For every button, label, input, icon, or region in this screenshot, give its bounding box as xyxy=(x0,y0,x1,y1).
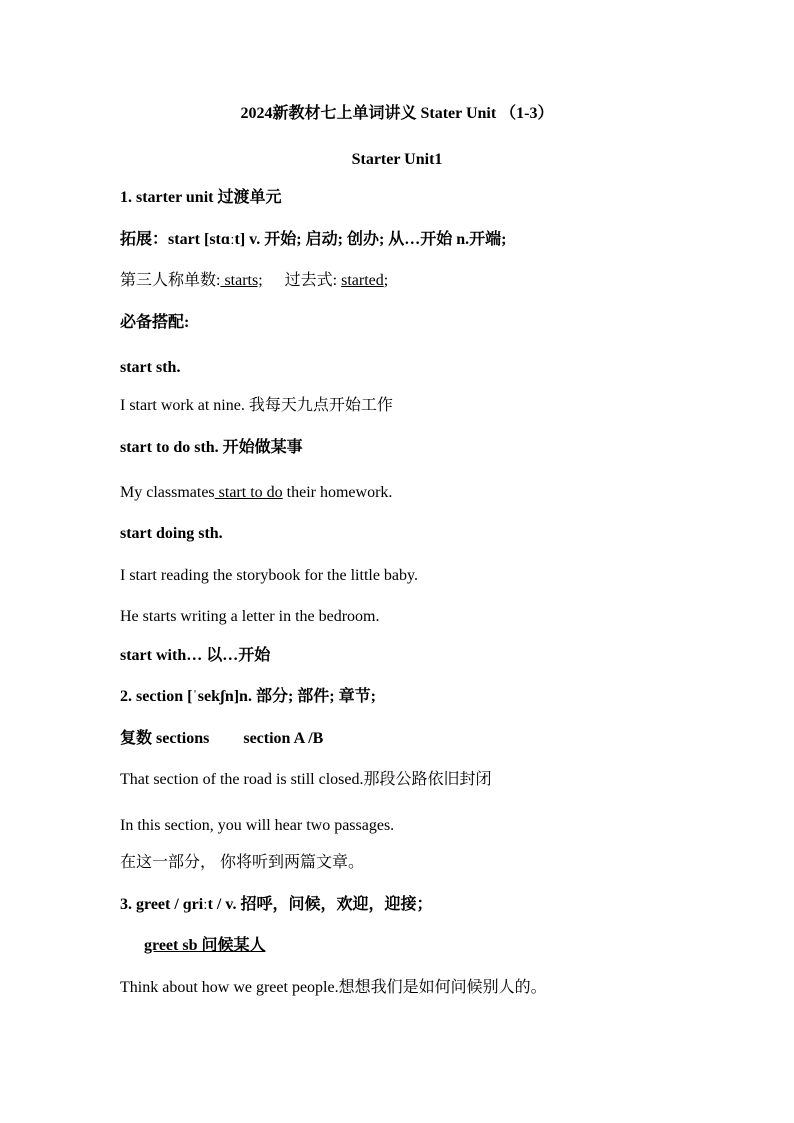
third-person-label: 第三人称单数: xyxy=(120,272,221,289)
example-classmates-post: their homework. xyxy=(282,484,393,501)
phrase-start-sth: start sth. xyxy=(120,359,181,376)
plural-form: 复数 sections xyxy=(120,730,210,747)
example-letter: He starts writing a letter in the bedroom. xyxy=(120,608,380,625)
example-greet: Think about how we greet people.想想我们是如何问候别人的。 xyxy=(120,979,547,996)
unit-heading: Starter Unit1 xyxy=(351,151,443,168)
example-start-work: I start work at nine. 我每天九点开始工作 xyxy=(120,397,393,414)
expand-text: start [stɑːt] v. 开始; 启动; 创办; 从…开始 n.开端; xyxy=(168,231,507,248)
past-suffix: ; xyxy=(383,272,389,289)
past-value: started xyxy=(341,272,384,289)
example-classmates-pre: My classmates xyxy=(120,484,215,501)
third-person-value: starts; xyxy=(220,272,263,289)
entry1-expand xyxy=(120,230,507,250)
entry3-heading: 3. greet / ɡriːt / v. 招呼，问候，欢迎，迎接； xyxy=(120,896,433,913)
entry1-heading: 1. starter unit 过渡单元 xyxy=(120,189,282,206)
section-ab: section A /B xyxy=(243,730,324,747)
example-classmates xyxy=(120,483,392,503)
example-passages: In this section, you will hear two passages. xyxy=(120,817,395,834)
example-passages-cn: 在这一部分， 你将听到两篇文章。 xyxy=(120,854,365,871)
phrase-start-to-do: start to do sth. 开始做某事 xyxy=(120,439,303,456)
entry2-heading: 2. section [ˈsekʃn]n. 部分; 部件; 章节; xyxy=(120,688,376,705)
past-label: 过去式: xyxy=(284,272,338,289)
phrase-greet-sb: greet sb 问候某人 xyxy=(144,937,266,954)
example-classmates-underlined: start to do xyxy=(214,484,283,501)
page-title: 2024新教材七上单词讲义 Stater Unit （1-3） xyxy=(240,105,554,122)
example-road: That section of the road is still closed.那段公路依旧封闭 xyxy=(120,771,492,788)
expand-label: 拓展： xyxy=(120,231,169,248)
phrase-start-with: start with… 以…开始 xyxy=(120,647,271,664)
entry2-plural xyxy=(120,729,323,749)
example-storybook: I start reading the storybook for the little baby. xyxy=(120,567,418,584)
phrase-start-doing: start doing sth. xyxy=(120,525,223,542)
entry1-forms xyxy=(120,271,388,291)
collocations-label: 必备搭配: xyxy=(120,314,190,331)
